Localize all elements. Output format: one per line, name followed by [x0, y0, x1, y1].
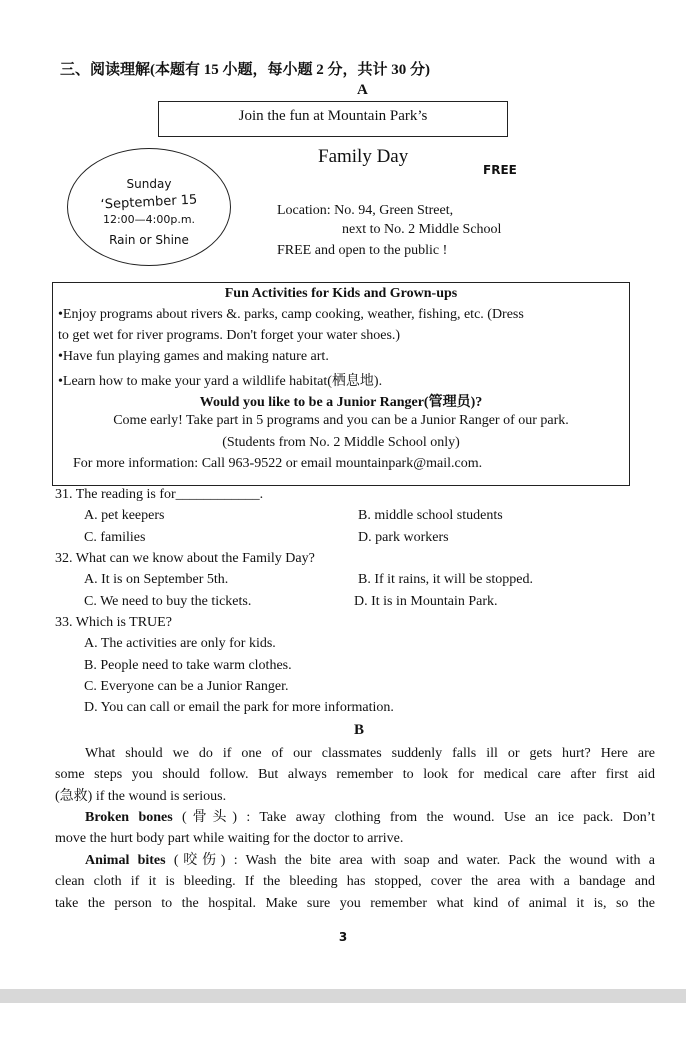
passage-b-paragraph-3	[55, 850, 655, 914]
passage-text: (骨头) : Take away clothing from the wound. Use an ice pack. Don’t	[172, 810, 655, 825]
question-33-stem: 33. Which is TRUE?	[55, 615, 172, 630]
poster-title: Family Day	[318, 146, 409, 167]
poster-banner: Join the fun at Mountain Park’s	[158, 101, 508, 137]
question-33-option-d: D. You can call or email the park for more information.	[84, 700, 394, 715]
passage-line	[55, 850, 655, 871]
broken-bones-heading: Broken bones	[85, 810, 173, 825]
question-32-option-a: A. It is on September 5th.	[84, 572, 229, 587]
ranger-line-2: (Students from No. 2 Middle School only)	[222, 435, 460, 450]
bottom-divider	[0, 989, 686, 1003]
question-31-option-d: D. park workers	[358, 530, 449, 545]
location-line-3: FREE and open to the public !	[277, 243, 448, 258]
question-33-option-a: A. The activities are only for kids.	[84, 636, 276, 651]
activity-bullet-1a: •Enjoy programs about rivers &. parks, camp cooking, weather, fishing, etc. (Dress	[58, 307, 524, 322]
question-31-stem: 31. The reading is for____________.	[55, 487, 264, 502]
passage-b-paragraph-1	[55, 743, 655, 807]
question-31-option-a: A. pet keepers	[84, 508, 165, 523]
question-32-option-b: B. If it rains, it will be stopped.	[358, 572, 533, 587]
question-32-stem: 32. What can we know about the Family Day?	[55, 551, 315, 566]
question-31-option-b: B. middle school students	[358, 508, 503, 523]
activity-bullet-3: •Learn how to make your yard a wildlife habitat(栖息地).	[58, 374, 383, 389]
question-33-option-b: B. People need to take warm clothes.	[84, 658, 292, 673]
free-tag: FREE	[483, 163, 517, 177]
date-oval	[67, 148, 231, 266]
animal-bites-heading: Animal bites	[85, 853, 166, 868]
ranger-title: Would you like to be a Junior Ranger(管理员)?	[199, 395, 483, 410]
section-heading: 三、阅读理解(本题有 15 小题，每小题 2 分，共计 30 分)	[60, 62, 430, 78]
location-line-1: Location: No. 94, Green Street,	[277, 203, 454, 218]
passage-line: (急救) if the wound is serious.	[55, 788, 227, 804]
oval-day: Sunday	[126, 177, 172, 191]
passage-line	[55, 807, 655, 828]
passage-line: move the hurt body part while waiting for the doctor to arrive.	[55, 831, 404, 847]
question-32-option-d: D. It is in Mountain Park.	[354, 594, 498, 609]
activity-bullet-2: •Have fun playing games and making nature art.	[58, 349, 329, 364]
question-31-option-c: C. families	[84, 530, 146, 545]
passage-line: take the person to the hospital. Make sure you remember what kind of animal it is, so the	[55, 895, 655, 911]
part-b-label: B	[354, 722, 365, 738]
location-line-2: next to No. 2 Middle School	[342, 222, 502, 237]
oval-weather: Rain or Shine	[109, 233, 189, 247]
page-number: 3	[338, 930, 348, 944]
passage-b-paragraph-2	[55, 807, 655, 850]
activities-title: Fun Activities for Kids and Grown-ups	[224, 286, 458, 301]
activity-bullet-1b: to get wet for river programs. Don't forget your water shoes.)	[58, 328, 401, 343]
part-a-label: A	[357, 82, 368, 98]
passage-line: some steps you should follow. But always remember to look for medical care after first aid	[55, 767, 655, 783]
oval-date: ‘September 15	[100, 192, 198, 213]
activities-box	[52, 282, 630, 486]
passage-line: clean cloth if it is bleeding. If the bleeding has stopped, cover the area with a bandage and	[55, 874, 655, 890]
question-33-option-c: C. Everyone can be a Junior Ranger.	[84, 679, 289, 694]
passage-text: (咬伤) : Wash the bite area with soap and water. Pack the wound with a	[165, 853, 656, 868]
ranger-line-1: Come early! Take part in 5 programs and you can be a Junior Ranger of our park.	[113, 413, 569, 428]
passage-line: What should we do if one of our classmates suddenly falls ill or gets hurt? Here are	[85, 746, 655, 761]
contact-line: For more information: Call 963-9522 or email mountainpark@mail.com.	[73, 456, 483, 471]
oval-time: 12:00—4:00p.m.	[102, 213, 196, 226]
question-32-option-c: C. We need to buy the tickets.	[84, 594, 252, 609]
